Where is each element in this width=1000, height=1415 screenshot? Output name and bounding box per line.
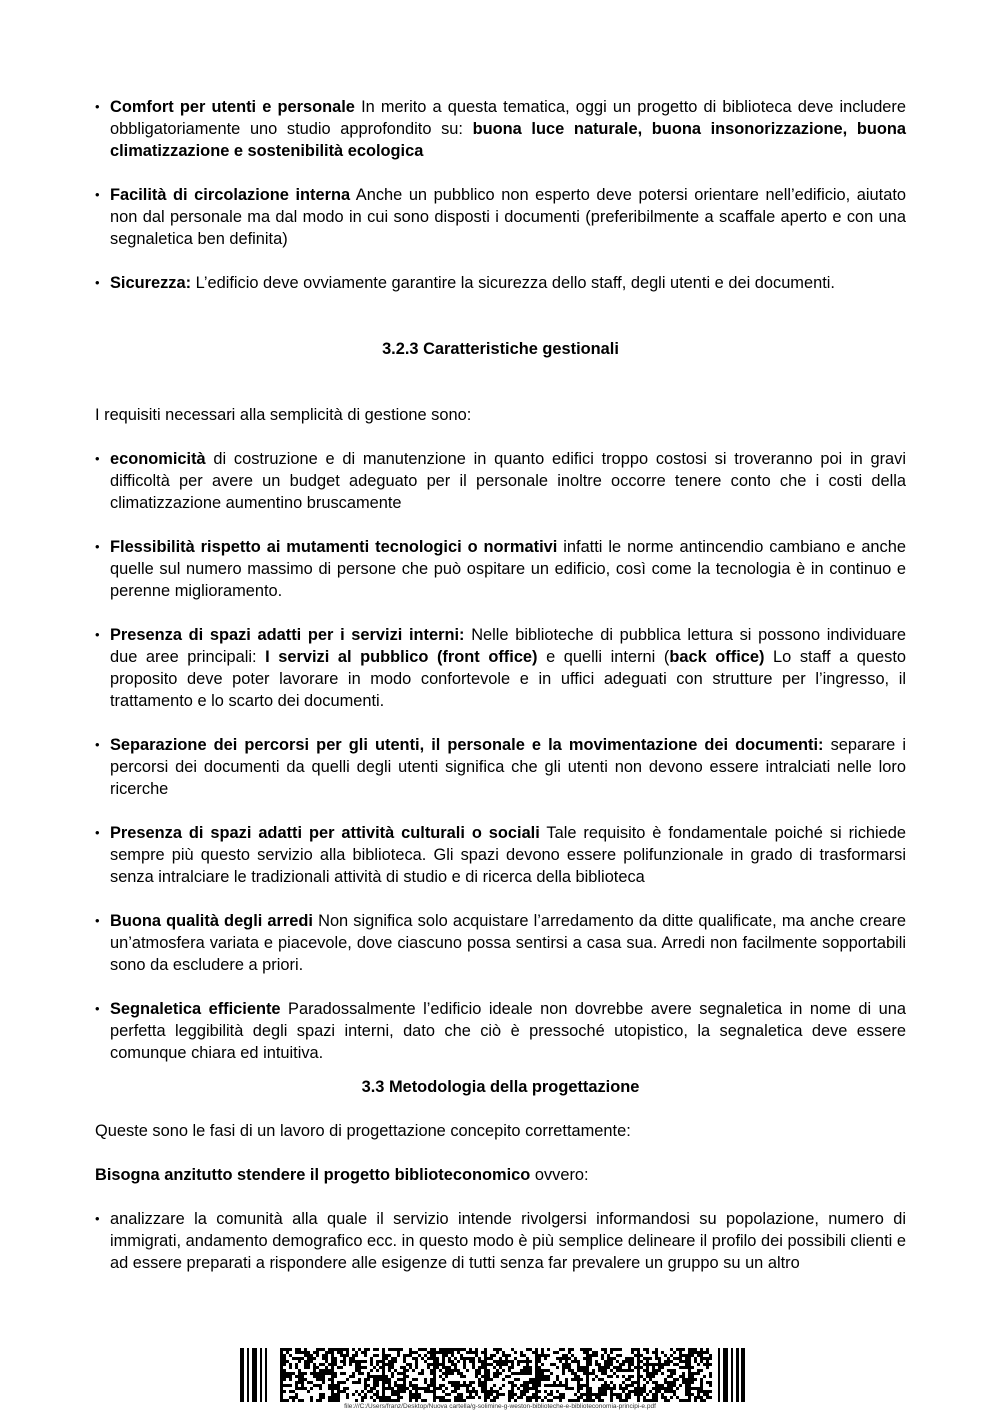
bullet-text: analizzare la comunità alla quale il servizio intende rivolgersi informandosi su popolazione, numero di immigrati, andamento demografico ecc. in questo modo è più semplice delineare il profilo dei possibili clienti e ad essere preparati a rispondere alle esigenze di tutti senza far prevalere un gruppo su un altro xyxy=(110,1210,906,1272)
bullet-title: Comfort per utenti e personale xyxy=(110,98,355,116)
barcode-image xyxy=(240,1348,745,1402)
bullet-emphasis: back office) xyxy=(669,648,765,666)
footer-file-path: file:///C:/Users/franz/Desktop/Nuova cartella/g-solimine-g-weston-biblioteche-e-biblioteconomia-principi-e.pdf xyxy=(344,1403,656,1410)
bullet-dot: • xyxy=(95,627,100,642)
bullet-text: Lo staff a questo proposito deve poter lavorare in modo confortevole e in uffici adeguati con strutture per l’ingresso, il trattamento e lo scarto dei documenti. xyxy=(110,648,907,710)
bullet-title: Separazione dei percorsi per gli utenti, il personale e la movimentazione dei documenti: xyxy=(110,736,824,754)
bullet-sicurezza xyxy=(95,272,906,294)
bullet-dot: • xyxy=(95,99,100,114)
bullet-text: Nelle biblioteche di pubblica lettura si possono individuare due aree principali: xyxy=(110,626,906,666)
bullet-circolazione xyxy=(95,184,906,250)
intro-progetto-text: ovvero: xyxy=(530,1166,589,1184)
bullet-dot: • xyxy=(95,825,100,840)
bullet-dot: • xyxy=(95,737,100,752)
bullet-emphasis: I servizi al pubblico (front office) xyxy=(265,648,538,666)
bullet-text: Anche un pubblico non esperto deve potersi orientare nell’edificio, aiutato non dal personale ma dal modo in cui sono disposti i documenti (preferibilmente a scaffale aperto e con una segnaletica ben definita) xyxy=(110,186,906,248)
bullet-text: separare i percorsi dei documenti da quelli degli utenti significa che gli utenti non devono essere intralciati nelle loro ricerche xyxy=(110,736,906,798)
bullet-title: Buona qualità degli arredi xyxy=(110,912,313,930)
bullet-dot: • xyxy=(95,451,100,466)
bullet-title: Presenza di spazi adatti per i servizi interni: xyxy=(110,626,465,644)
bullet-dot: • xyxy=(95,913,100,928)
intro-requisiti: I requisiti necessari alla semplicità di gestione sono: xyxy=(95,406,472,424)
bullet-dot: • xyxy=(95,1001,100,1016)
bullet-title: Flessibilità rispetto ai mutamenti tecnologici o normativi xyxy=(110,538,558,556)
bullet-dot: • xyxy=(95,275,100,290)
bullet-flessibilita xyxy=(95,536,906,602)
section-heading-metodologia: 3.3 Metodologia della progettazione xyxy=(361,1078,640,1096)
bullet-emphasis: buona luce naturale, buona insonorizzazione, buona climatizzazione e sostenibilità ecologica xyxy=(110,120,906,160)
intro-progetto-bold: Bisogna anzitutto stendere il progetto biblioteconomico xyxy=(95,1166,531,1184)
bullet-text: Paradossalmente l’edificio ideale non dovrebbe avere segnaletica in nome di una perfetta leggibilità degli spazi interni, dato che ciò è pressoché utopistico, la segnaletica deve essere comunque chiara ed intuitiva. xyxy=(110,1000,906,1062)
bullet-dot: • xyxy=(95,187,100,202)
bullet-title: Presenza di spazi adatti per attività culturali o sociali xyxy=(110,824,540,842)
bullet-title: Sicurezza: xyxy=(110,274,192,292)
bullet-title: economicità xyxy=(110,450,206,468)
bullet-attivita-culturali xyxy=(95,822,906,888)
bullet-title: Segnaletica efficiente xyxy=(110,1000,281,1018)
section-heading-gestionali: 3.2.3 Caratteristiche gestionali xyxy=(382,340,619,358)
bullet-economicita xyxy=(95,448,906,514)
bullet-title: Facilità di circolazione interna xyxy=(110,186,351,204)
bullet-text: In merito a questa tematica, oggi un progetto di biblioteca deve includere obbligatoriamente uno studio approfondito su: xyxy=(110,98,906,138)
page-content xyxy=(95,96,906,1296)
bullet-comfort xyxy=(95,96,906,162)
bullet-spazi-interni xyxy=(95,624,906,712)
bullet-segnaletica xyxy=(95,998,906,1064)
bullet-dot: • xyxy=(95,539,100,554)
bullet-arredi xyxy=(95,910,906,976)
bullet-analisi-comunita xyxy=(95,1208,906,1274)
bullet-text: infatti le norme antincendio cambiano e anche quelle sul numero massimo di persone che può ospitare un edificio, così come la tecnologia è in continuo e perenne miglioramento. xyxy=(110,538,906,600)
bullet-text: di costruzione e di manutenzione in quanto edifici troppo costosi si troveranno poi in gravi difficoltà per avere un budget adeguato per il personale inoltre occorre tenere conto che i costi della climatizzazione aumentino bruscamente xyxy=(110,450,906,512)
intro-fasi: Queste sono le fasi di un lavoro di progettazione concepito correttamente: xyxy=(95,1122,631,1140)
bullet-dot: • xyxy=(95,1211,100,1226)
bullet-text: e quelli interni ( xyxy=(537,648,670,666)
bullet-separazione xyxy=(95,734,906,800)
bullet-text: Non significa solo acquistare l’arredamento da ditte qualificate, ma anche creare un’atmosfera variata e piacevole, dove ciascuno possa sentirsi a casa sua. Arredi non facilmente sopportabili sono da escludere a priori. xyxy=(110,912,906,974)
bullet-text: L’edificio deve ovviamente garantire la sicurezza dello staff, degli utenti e dei documenti. xyxy=(191,274,835,292)
intro-progetto xyxy=(95,1164,906,1186)
bullet-text: Tale requisito è fondamentale poiché si richiede sempre più questo servizio alla biblioteca. Gli spazi devono essere polifunzionale in grado di trasformarsi senza intralciare le tradizionali attività di studio e di ricerca della biblioteca xyxy=(110,824,906,886)
